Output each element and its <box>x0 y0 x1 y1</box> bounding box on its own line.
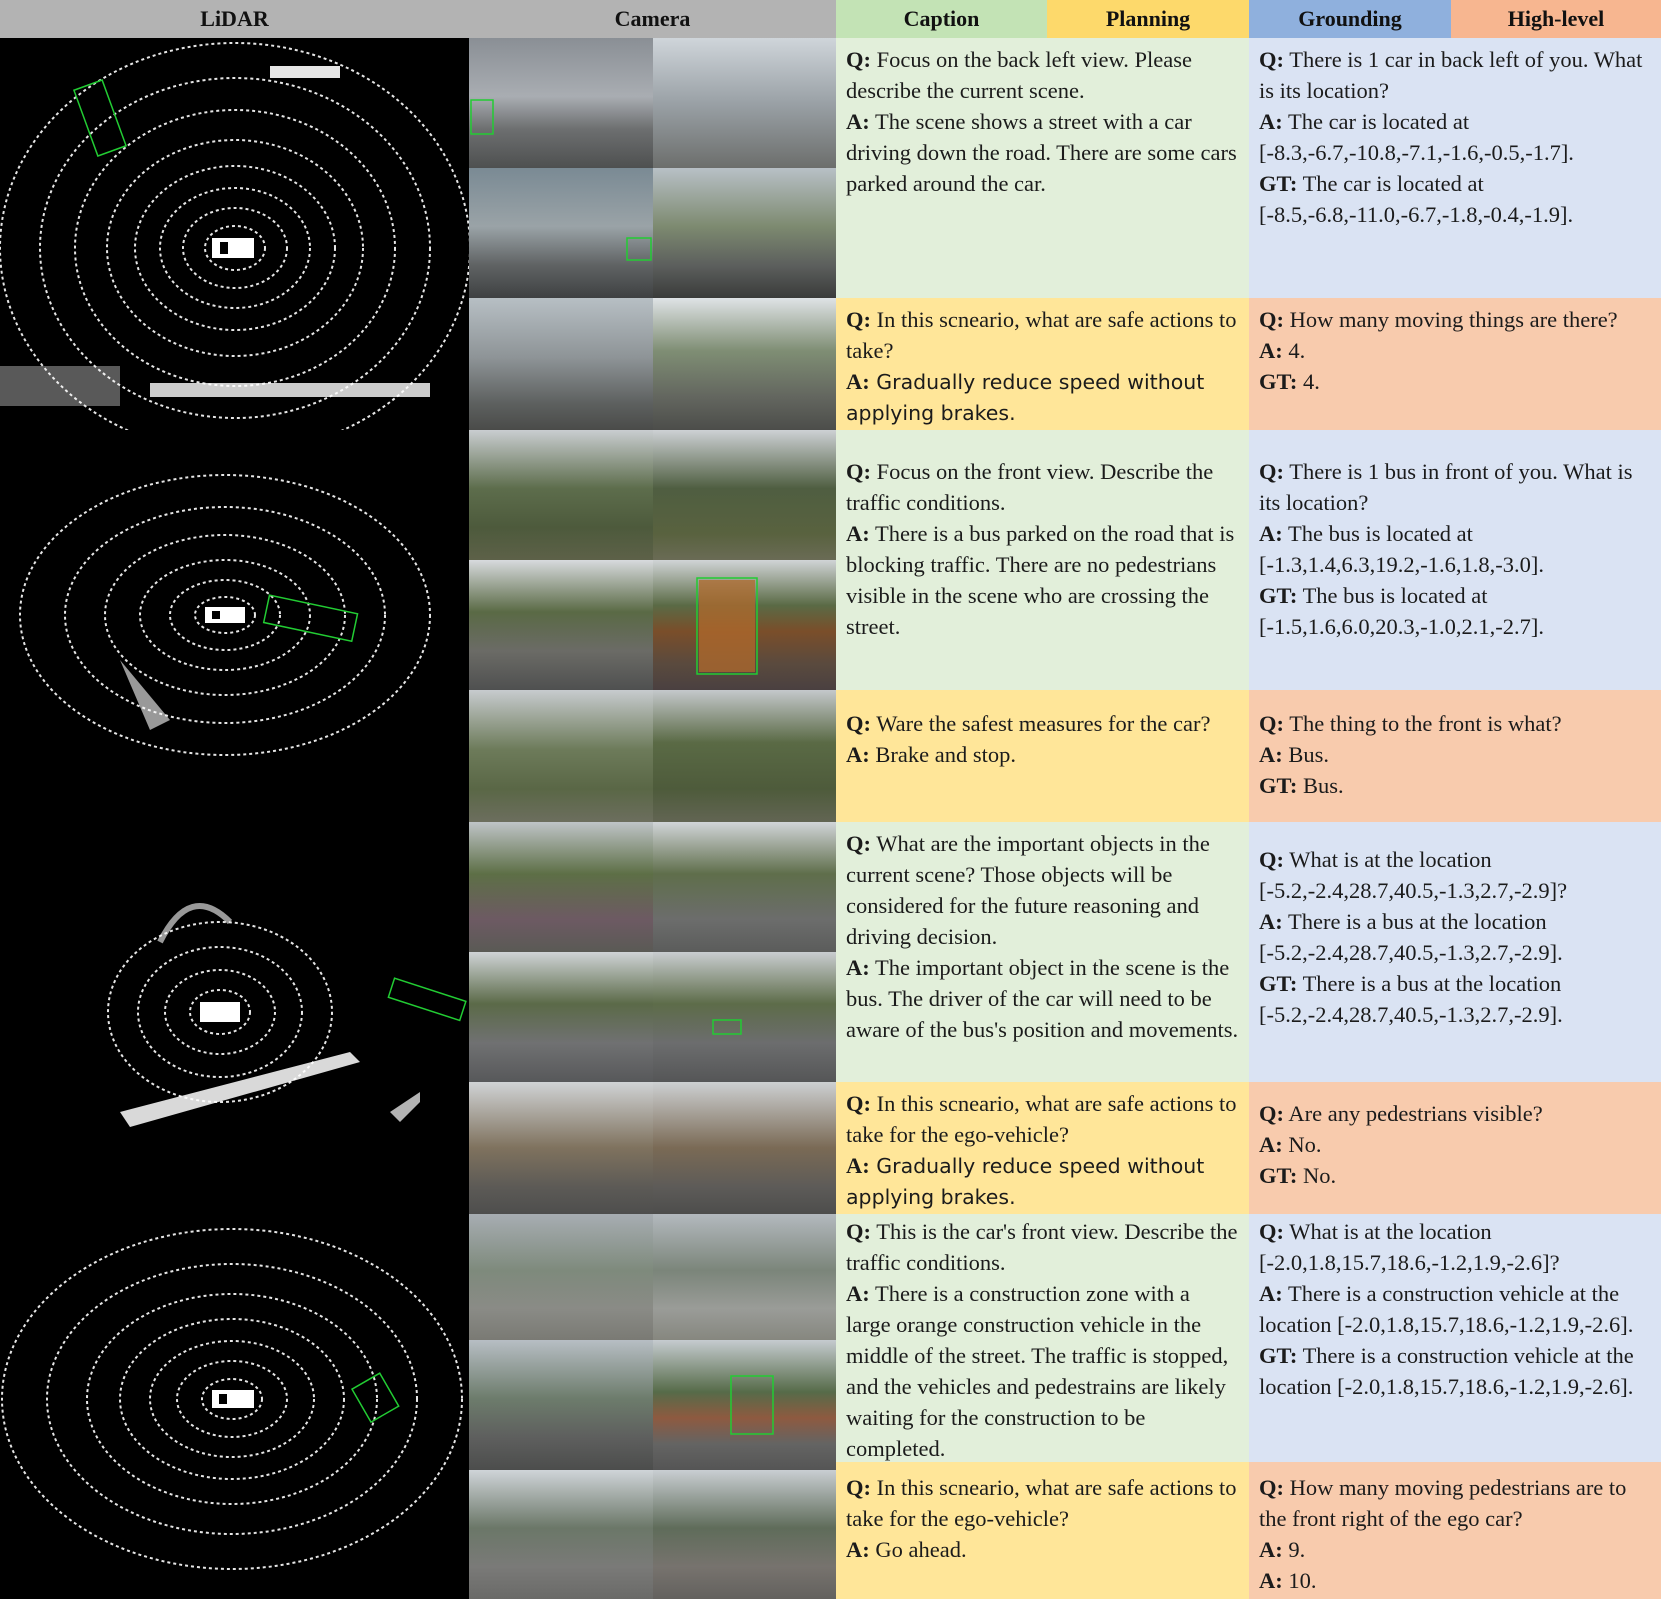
camera-image <box>469 822 653 952</box>
lidar-point-cloud <box>0 822 469 1214</box>
lidar-point-cloud <box>0 430 469 822</box>
lidar-point-cloud <box>0 1214 469 1599</box>
planning-cell: Q: Ware the safest measures for the car? A: Brake and stop. <box>836 690 1249 822</box>
camera-image <box>469 1340 653 1470</box>
highlevel-cell: Q: How many moving things are there? A: 4. GT: 4. <box>1249 298 1661 430</box>
camera-image <box>653 430 836 560</box>
lidar-scan-4 <box>0 1214 469 1599</box>
grounding-cell: Q: There is 1 bus in front of you. What is its location? A: The bus is located at [-1.3,1.4,6.3,19.2,-1.6,1.8,-3.0]. GT: The bus is located at [-1.5,1.6,6.0,20.3,-1.0,2.1,-2.7]. <box>1249 430 1661 690</box>
camera-image <box>469 1082 653 1214</box>
lidar-point-cloud <box>0 38 469 430</box>
camera-image <box>653 690 836 822</box>
lidar-scan-3 <box>0 822 469 1214</box>
caption-cell: Q: What are the important objects in the current scene? Those objects will be considered for the future reasoning and driving decision. A: The important object in the scene is the bus. The driver of the car will need to be aware of the bus's position and movements. <box>836 822 1249 1082</box>
camera-image <box>469 952 653 1082</box>
caption-cell: Q: Focus on the front view. Describe the traffic conditions. A: There is a bus parked on the road that is blocking traffic. There are no pedestrians visible in the scene who are crossing the street. <box>836 430 1249 690</box>
camera-image <box>653 560 836 690</box>
header-camera: Camera <box>469 0 836 38</box>
grounding-cell: Q: There is 1 car in back left of you. What is its location? A: The car is located at [-8.3,-6.7,-10.8,-7.1,-1.6,-0.5,-1.7]. GT: The car is located at [-8.5,-6.8,-11.0,-6.7,-1.8,-0.4,-1.9]. <box>1249 38 1661 298</box>
camera-image <box>469 430 653 560</box>
camera-image <box>653 1214 836 1340</box>
camera-image <box>469 168 653 298</box>
planning-cell: Q: In this scneario, what are safe actions to take for the ego-vehicle? A: Go ahead. <box>836 1462 1249 1599</box>
grounding-cell: Q: What is at the location [-5.2,-2.4,28.7,40.5,-1.3,2.7,-2.9]? A: There is a bus at the location [-5.2,-2.4,28.7,40.5,-1.3,2.7,-2.9]. GT: There is a bus at the location [-5.2,-2.4,28.7,40.5,-1.3,2.7,-2.9]. <box>1249 822 1661 1082</box>
camera-image <box>469 298 653 430</box>
header-grounding: Grounding <box>1249 0 1451 38</box>
planning-cell: Q: In this scneario, what are safe actions to take? A: Gradually reduce speed without applying brakes. <box>836 298 1249 430</box>
caption-cell: Q: Focus on the back left view. Please describe the current scene. A: The scene shows a street with a car driving down the road. There are some cars parked around the car. <box>836 38 1249 298</box>
highlevel-cell: Q: How many moving pedestrians are to the front right of the ego car? A: 9. A: 10. <box>1249 1462 1661 1599</box>
camera-image <box>653 1082 836 1214</box>
camera-image <box>469 560 653 690</box>
header-planning: Planning <box>1047 0 1249 38</box>
camera-image <box>469 1214 653 1340</box>
camera-image <box>653 298 836 430</box>
lidar-scan-1 <box>0 38 469 430</box>
highlevel-cell: Q: Are any pedestrians visible? A: No. GT: No. <box>1249 1082 1661 1214</box>
camera-image <box>653 952 836 1082</box>
camera-image <box>653 822 836 952</box>
caption-cell: Q: This is the car's front view. Describe the traffic conditions. A: There is a construction zone with a large orange construction vehicle in the middle of the street. The traffic is stopped, and the vehicles and pedestrains are likely waiting for the construction to be completed. <box>836 1214 1249 1462</box>
camera-image <box>469 38 653 168</box>
camera-image <box>653 1470 836 1599</box>
header-highlevel: High-level <box>1451 0 1661 38</box>
grounding-cell: Q: What is at the location [-2.0,1.8,15.7,18.6,-1.2,1.9,-2.6]? A: There is a construction vehicle at the location [-2.0,1.8,15.7,18.6,-1.2,1.9,-2.6]. GT: There is a construction vehicle at the location [-2.0,1.8,15.7,18.6,-1.2,1.9,-2.6]. <box>1249 1214 1661 1462</box>
camera-image <box>469 690 653 822</box>
camera-image <box>469 1470 653 1599</box>
planning-cell: Q: In this scneario, what are safe actions to take for the ego-vehicle? A: Gradually reduce speed without applying brakes. <box>836 1082 1249 1214</box>
highlevel-cell: Q: The thing to the front is what? A: Bus. GT: Bus. <box>1249 690 1661 822</box>
lidar-scan-2 <box>0 430 469 822</box>
camera-image <box>653 168 836 298</box>
header-lidar: LiDAR <box>0 0 469 38</box>
header-caption: Caption <box>836 0 1047 38</box>
camera-image <box>653 1340 836 1470</box>
camera-image <box>653 38 836 168</box>
